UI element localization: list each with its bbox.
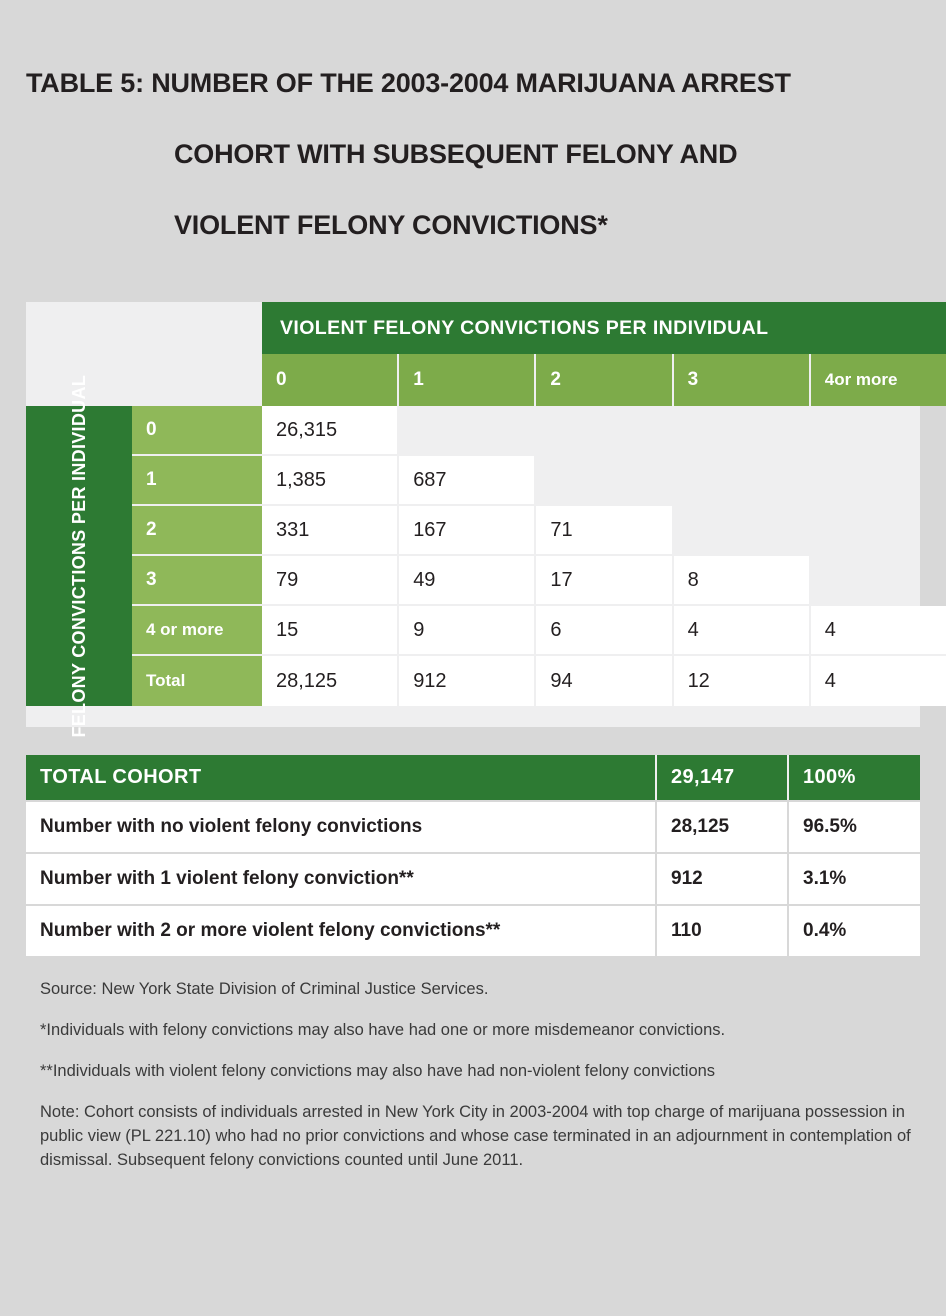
cohort-row-1-number: 912	[656, 853, 788, 905]
matrix-column-header-2: 2	[536, 354, 673, 406]
cohort-row-0-number: 28,125	[656, 801, 788, 853]
note-general: Note: Cohort consists of individuals arrested in New York City in 2003-2004 with top charge of marijuana possession in public view (PL 221.10) who had no prior convictions and whose case terminated in an adjournment in contemplation of dismissal. Subsequent felony convictions counted until June 2011.	[40, 1103, 911, 1169]
matrix-cell-3-1: 49	[399, 556, 536, 606]
cohort-header-row	[26, 755, 920, 801]
page-title-line-2: COHORT WITH SUBSEQUENT FELONY AND	[174, 138, 738, 169]
matrix-cell-2-3	[674, 506, 811, 556]
cohort-header-percent: 100%	[788, 755, 920, 801]
page-title	[26, 30, 920, 279]
table-row	[132, 456, 946, 506]
matrix-cell-3-4	[811, 556, 946, 606]
matrix-cell-total-1: 912	[399, 656, 536, 706]
cohort-row-0-percent: 96.5%	[788, 801, 920, 853]
matrix-cell-4-1: 9	[399, 606, 536, 656]
matrix-column-header-1: 1	[399, 354, 536, 406]
matrix-row-header-0: 0	[132, 406, 262, 456]
matrix-cell-1-0: 1,385	[262, 456, 399, 506]
matrix-cell-4-3: 4	[674, 606, 811, 656]
matrix-row-group-header	[26, 375, 132, 738]
matrix-row-header-2: 2	[132, 506, 262, 556]
matrix-body	[132, 406, 946, 706]
table-row	[132, 606, 946, 656]
matrix-cell-4-2: 6	[536, 606, 673, 656]
page-title-line-1: TABLE 5: NUMBER OF THE 2003-2004 MARIJUANA ARREST	[26, 67, 791, 98]
matrix-cell-0-1	[399, 406, 536, 456]
note-footnote-2: **Individuals with violent felony convictions may also have had non-violent felony convictions	[40, 1062, 716, 1081]
table-row	[26, 905, 920, 956]
table-row	[132, 406, 946, 456]
cohort-header-label: TOTAL COHORT	[26, 755, 656, 801]
table-row	[26, 853, 920, 905]
matrix-cell-total-4: 4	[811, 656, 946, 706]
note-footnote-1: *Individuals with felony convictions may also have had one or more misdemeanor convictions.	[40, 1021, 726, 1040]
matrix-column-group-header: VIOLENT FELONY CONVICTIONS PER INDIVIDUAL	[262, 302, 946, 354]
matrix-cell-1-2	[536, 456, 673, 506]
matrix-cell-4-0: 15	[262, 606, 399, 656]
cohort-header-number: 29,147	[656, 755, 788, 801]
matrix-table	[26, 302, 920, 738]
matrix-cell-2-4	[811, 506, 946, 556]
table-row	[132, 656, 946, 706]
matrix-row-group-header-label: FELONY CONVICTIONS PER INDIVIDUAL	[68, 375, 89, 738]
cohort-row-2-percent: 0.4%	[788, 905, 920, 956]
cohort-row-2-label: Number with 2 or more violent felony convictions**	[26, 905, 656, 956]
matrix-cell-total-0: 28,125	[262, 656, 399, 706]
matrix-cell-2-2: 71	[536, 506, 673, 556]
matrix-column-header-0: 0	[262, 354, 399, 406]
matrix-cell-3-3: 8	[674, 556, 811, 606]
matrix-cell-3-0: 79	[262, 556, 399, 606]
note-source: Source: New York State Division of Criminal Justice Services.	[40, 980, 489, 999]
cohort-row-2-number: 110	[656, 905, 788, 956]
table-row	[132, 506, 946, 556]
matrix-cell-1-3	[674, 456, 811, 506]
matrix-row-header-total: Total	[132, 656, 262, 706]
matrix-cell-0-4	[811, 406, 946, 456]
matrix-cell-0-0: 26,315	[262, 406, 399, 456]
matrix-cell-1-1: 687	[399, 456, 536, 506]
matrix-cell-total-2: 94	[536, 656, 673, 706]
table-row	[132, 556, 946, 606]
matrix-column-header-4: 4or more	[811, 354, 946, 406]
page-title-line-3: VIOLENT FELONY CONVICTIONS*	[174, 210, 608, 241]
matrix-row-header-3: 3	[132, 556, 262, 606]
matrix-cell-4-4: 4	[811, 606, 946, 656]
matrix-cell-1-4	[811, 456, 946, 506]
cohort-row-0-label: Number with no violent felony convictions	[26, 801, 656, 853]
matrix-column-header-3: 3	[674, 354, 811, 406]
matrix-cell-3-2: 17	[536, 556, 673, 606]
matrix-cell-0-2	[536, 406, 673, 456]
matrix-cell-2-1: 167	[399, 506, 536, 556]
matrix-row-header-4: 4 or more	[132, 606, 262, 656]
total-cohort-table	[26, 755, 920, 956]
table-row	[26, 801, 920, 853]
notes-section	[26, 978, 920, 1173]
matrix-cell-total-3: 12	[674, 656, 811, 706]
matrix-column-headers	[262, 354, 946, 406]
cohort-row-1-label: Number with 1 violent felony conviction**	[26, 853, 656, 905]
matrix-cell-0-3	[674, 406, 811, 456]
matrix-row-header-1: 1	[132, 456, 262, 506]
cohort-row-1-percent: 3.1%	[788, 853, 920, 905]
matrix-cell-2-0: 331	[262, 506, 399, 556]
